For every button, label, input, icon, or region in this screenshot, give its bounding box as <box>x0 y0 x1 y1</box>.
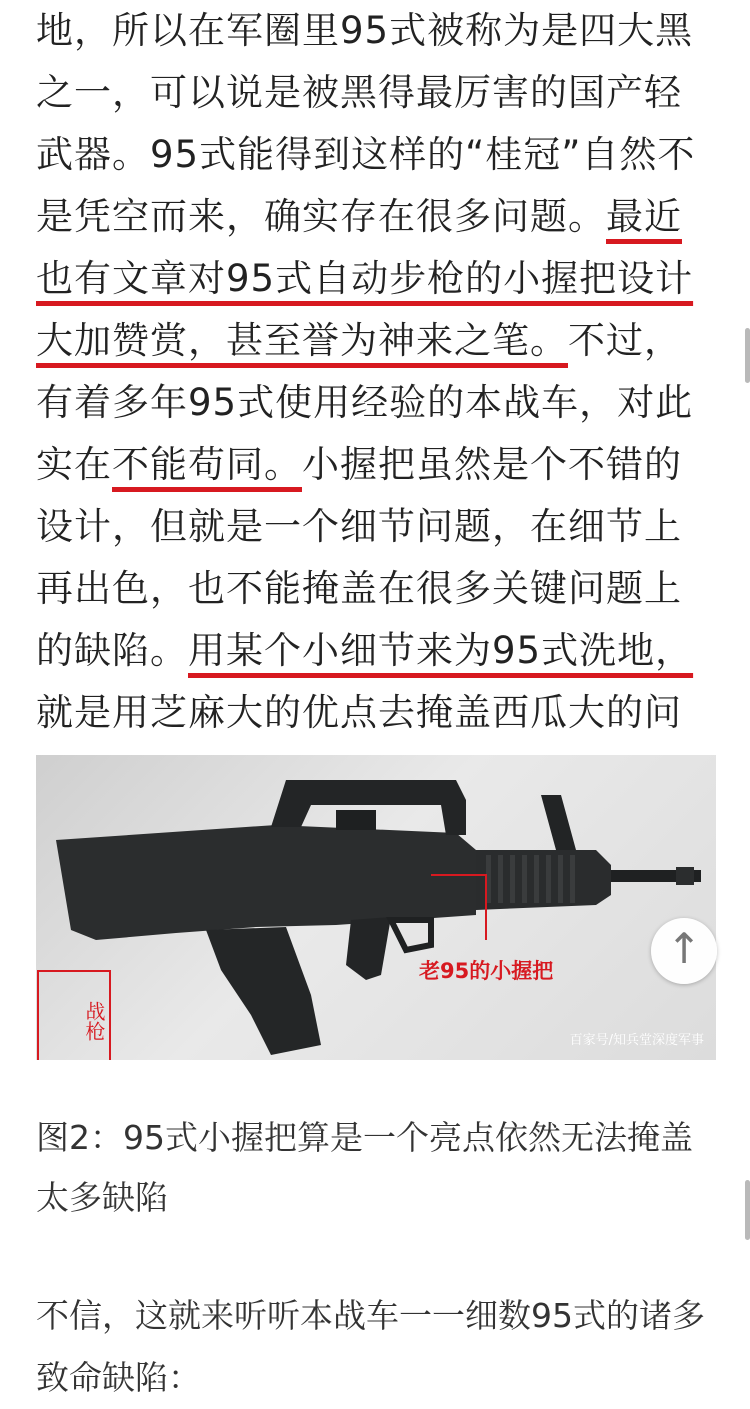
scroll-to-top-button[interactable] <box>651 918 717 984</box>
author-stamp: 战枪 <box>37 970 111 1060</box>
text-segment: 地，所以在军圈里95式被称为是四大黑之一，可以说是被黑得最厉害的国产轻武器。95式能得到这样的“桂冠”自然不是凭空而来，确实存在很多问题。 <box>36 9 696 238</box>
callout-label: 老95的小握把 <box>419 959 554 983</box>
text-segment: 小握把虽然是个不错的设计，但就是一个细节问题，在细节上再出色，也不能掩盖在很多关键问题上的缺陷。 <box>36 443 682 672</box>
text-segment: 就是用芝麻大的优点去掩盖西瓜大的问 <box>36 691 682 734</box>
rifle-photo[interactable] <box>36 755 716 1060</box>
source-watermark: 百家号/知兵堂深度军事 <box>569 1033 704 1048</box>
article-body <box>36 0 718 806</box>
article-paragraph <box>36 0 718 806</box>
arrow-up-icon: ↑ <box>666 924 702 973</box>
underlined-segment: 不能苟同。 <box>112 443 302 486</box>
scrollbar-thumb-lower[interactable] <box>745 1180 750 1240</box>
scrollbar-thumb[interactable] <box>745 328 750 383</box>
rifle-illustration <box>36 755 716 1060</box>
text-segment: 不过，有着多年95式使用经验的本战车，对此实在 <box>36 319 694 486</box>
figure-caption: 图2：95式小握把算是一个亮点依然无法掩盖太多缺陷 <box>36 1118 693 1217</box>
closing-paragraph: 不信，这就来听听本战车一一细数95式的诸多致命缺陷： <box>36 1296 705 1397</box>
underlined-segment: 最近也有文章对95式自动步枪的小握把设计大加赞赏，甚至誉为神来之笔。 <box>36 195 694 362</box>
underlined-segment: 用某个小细节来为95式洗地， <box>188 629 694 672</box>
